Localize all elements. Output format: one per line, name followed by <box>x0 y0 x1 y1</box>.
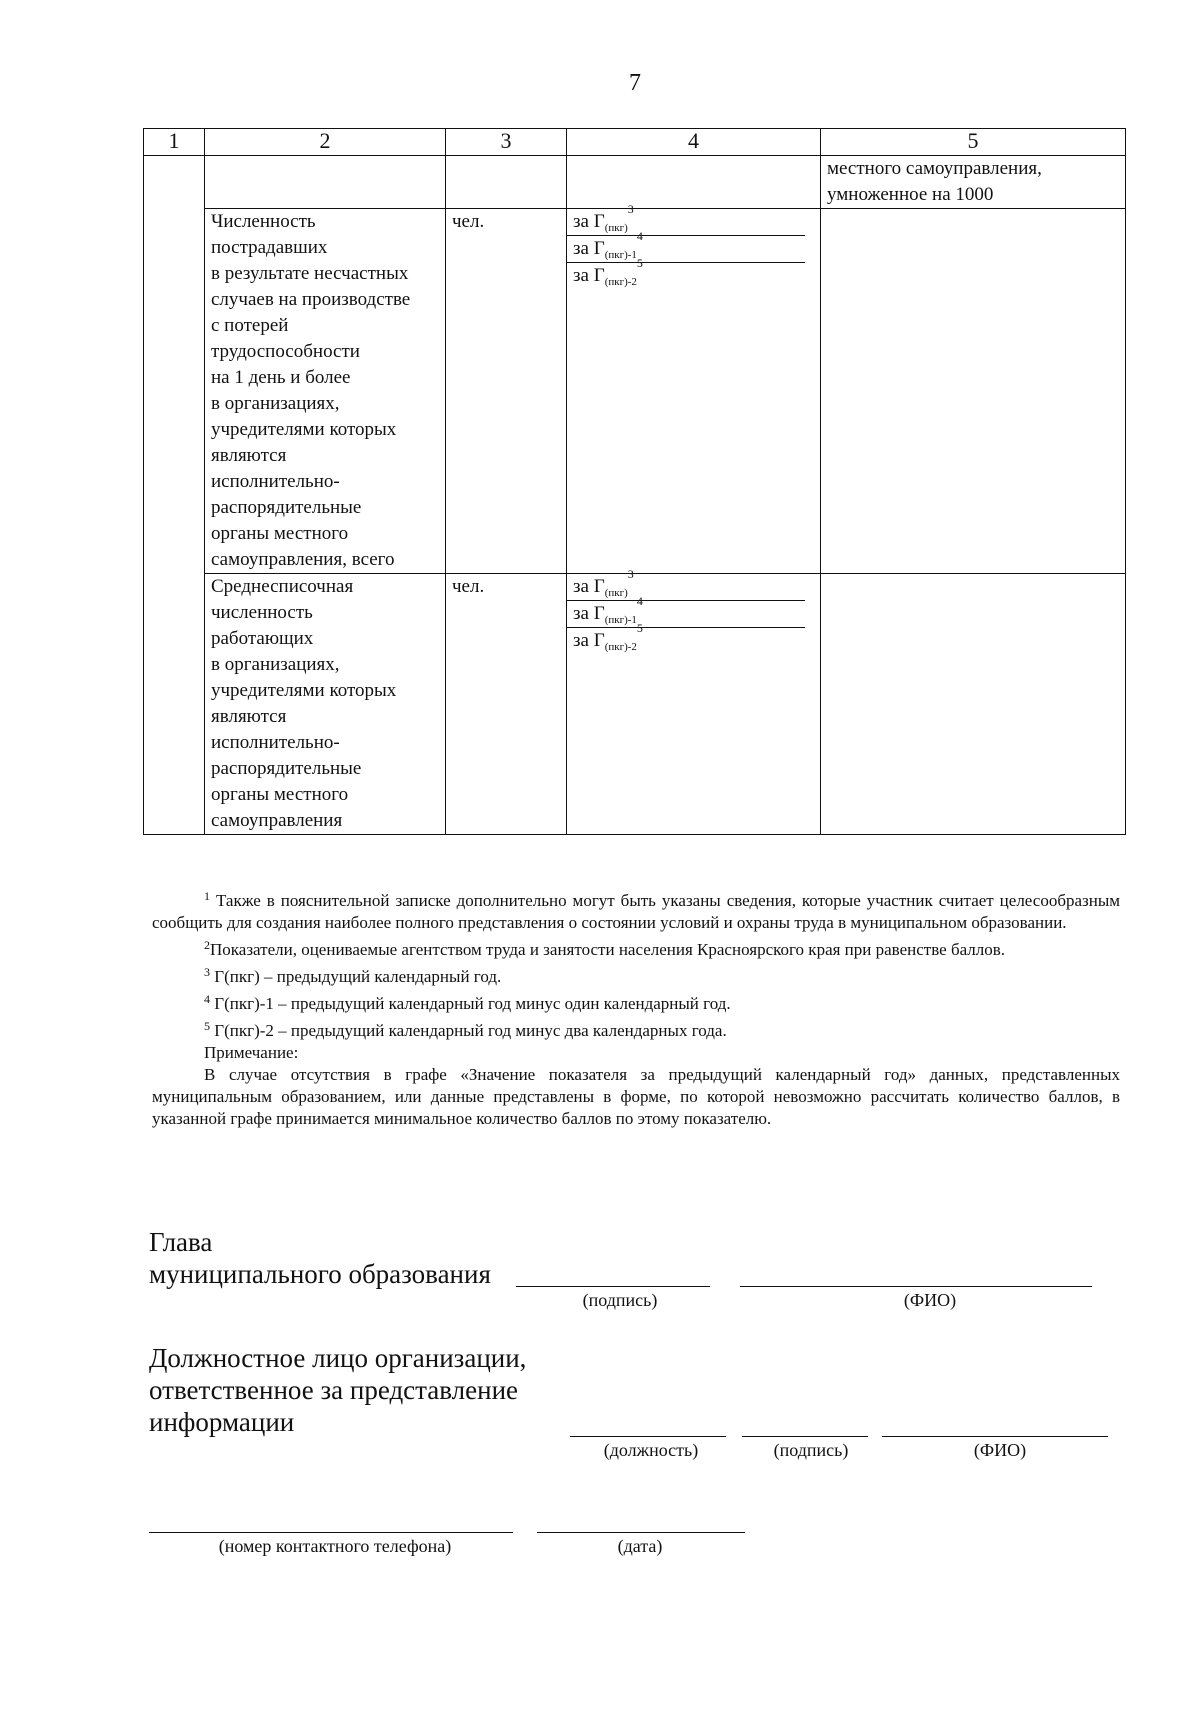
note-text: В случае отсутствия в графе «Значение показателя за предыдущий календарный год» данных, представленных муниципальным образованием, или данные представлены в форме, по которой невозможно рассчитать количество баллов, в указанной графе принимается минимальное количество баллов по этому показателю. <box>152 1065 1120 1128</box>
col-5-cell <box>821 574 1126 835</box>
note-title: Примечание: <box>204 1043 299 1062</box>
year-line: за $Г_{(пкг)}^3$ <box>567 574 805 601</box>
name-line: Среднесписочная <box>211 576 354 597</box>
position-line <box>570 1436 726 1437</box>
name-line: в результате несчастных <box>211 263 409 284</box>
name-line: в организациях, <box>211 393 340 414</box>
position-label: (должность) <box>603 1440 699 1460</box>
official-fio-line <box>882 1436 1108 1437</box>
name-line: случаев на производстве <box>211 289 411 310</box>
indicators-table <box>143 128 1126 835</box>
header-col-2: 2 <box>205 129 446 156</box>
name-line: Численность <box>211 211 316 232</box>
head-title-line: муниципального образования <box>149 1259 491 1289</box>
head-fio-line <box>740 1286 1092 1287</box>
official-title-line: информации <box>149 1407 295 1437</box>
name-line: самоуправления, всего <box>211 549 395 570</box>
name-line: трудоспособности <box>211 341 360 362</box>
footnotes <box>152 885 1120 1130</box>
name-line: органы местного <box>211 523 349 544</box>
page-number: 7 <box>629 70 641 96</box>
name-line: в организациях, <box>211 654 340 675</box>
name-line: самоуправления <box>211 810 343 831</box>
year-line: за $Г_{(пкг)-1}^4$ <box>567 236 805 263</box>
indicator-name-cell <box>205 209 446 574</box>
unit-cell: чел. <box>446 209 567 574</box>
year-line: за $Г_{(пкг)-1}^4$ <box>567 601 805 628</box>
name-line: являются <box>211 445 287 466</box>
name-line: пострадавших <box>211 237 328 258</box>
col-1-cell <box>144 156 205 835</box>
table-row-injured <box>144 209 1126 574</box>
official-signature-line <box>742 1436 868 1437</box>
head-title-line: Глава <box>149 1227 213 1257</box>
official-title-line: ответственное за представление <box>149 1375 519 1405</box>
official-title-line: Должностное лицо организации, <box>149 1343 527 1373</box>
name-line: распорядительные <box>211 758 362 779</box>
col-5-cell <box>821 209 1126 574</box>
continuation-text-line: местного самоуправления, <box>827 158 1042 179</box>
name-line: исполнительно- <box>211 732 340 753</box>
head-signature-line <box>516 1286 710 1287</box>
year-line: за $Г_{(пкг)-2}^5$ <box>573 256 643 288</box>
name-line: на 1 день и более <box>211 367 351 388</box>
header-col-3: 3 <box>446 129 567 156</box>
years-cell <box>567 202 821 574</box>
name-line: распорядительные <box>211 497 362 518</box>
table-header-row <box>144 129 1126 156</box>
footnote-4: $^4$ Г(пкг)-1 – предыдущий календарный год минус один календарный год. <box>204 992 731 1013</box>
name-line: с потерей <box>211 315 289 336</box>
head-signature-block <box>149 1226 491 1290</box>
years-cell <box>567 567 821 835</box>
name-line: учредителями которых <box>211 680 397 701</box>
phone-line <box>149 1532 513 1533</box>
table-row-continuation <box>144 156 1126 209</box>
header-col-1: 1 <box>144 129 205 156</box>
footnote-2: $^2$Показатели, оцениваемые агентством труда и занятости населения Красноярского края при равенстве баллов. <box>204 938 1006 959</box>
official-fio-label: (ФИО) <box>973 1440 1027 1460</box>
continuation-col-4 <box>567 156 821 209</box>
name-line: исполнительно- <box>211 471 340 492</box>
footnote-1: $^1$ Также в пояснительной записке дополнительно могут быть указаны сведения, которые участник считает целесообразным сообщить для создания наиболее полного представления о состоянии условий и охраны труда в муниципальном образовании. <box>152 889 1121 932</box>
continuation-col-3 <box>446 156 567 209</box>
table-row-headcount <box>144 574 1126 835</box>
unit-cell: чел. <box>446 574 567 835</box>
phone-label: (номер контактного телефона) <box>218 1536 452 1556</box>
name-line: учредителями которых <box>211 419 397 440</box>
year-line: за $Г_{(пкг)-2}^5$ <box>573 621 643 653</box>
footnote-3: $^3$ Г(пкг) – предыдущий календарный год. <box>204 965 502 986</box>
header-col-4: 4 <box>567 129 821 156</box>
footnote-5: $^5$ Г(пкг)-2 – предыдущий календарный год минус два календарных года. <box>204 1019 727 1040</box>
continuation-col-2 <box>205 156 446 209</box>
head-fio-label: (ФИО) <box>903 1290 957 1310</box>
continuation-text-line: умноженное на 1000 <box>827 184 994 205</box>
name-line: являются <box>211 706 287 727</box>
header-col-5: 5 <box>821 129 1126 156</box>
official-sign-label: (подпись) <box>773 1440 849 1460</box>
indicator-name-cell <box>205 574 446 835</box>
year-line: за $Г_{(пкг)}^3$ <box>567 209 805 236</box>
date-line <box>537 1532 745 1533</box>
official-signature-block <box>149 1342 526 1438</box>
date-label: (дата) <box>617 1536 663 1556</box>
continuation-col-5 <box>821 156 1126 209</box>
name-line: органы местного <box>211 784 349 805</box>
name-line: работающих <box>211 628 314 649</box>
head-sign-label: (подпись) <box>582 1290 658 1310</box>
name-line: численность <box>211 602 313 623</box>
